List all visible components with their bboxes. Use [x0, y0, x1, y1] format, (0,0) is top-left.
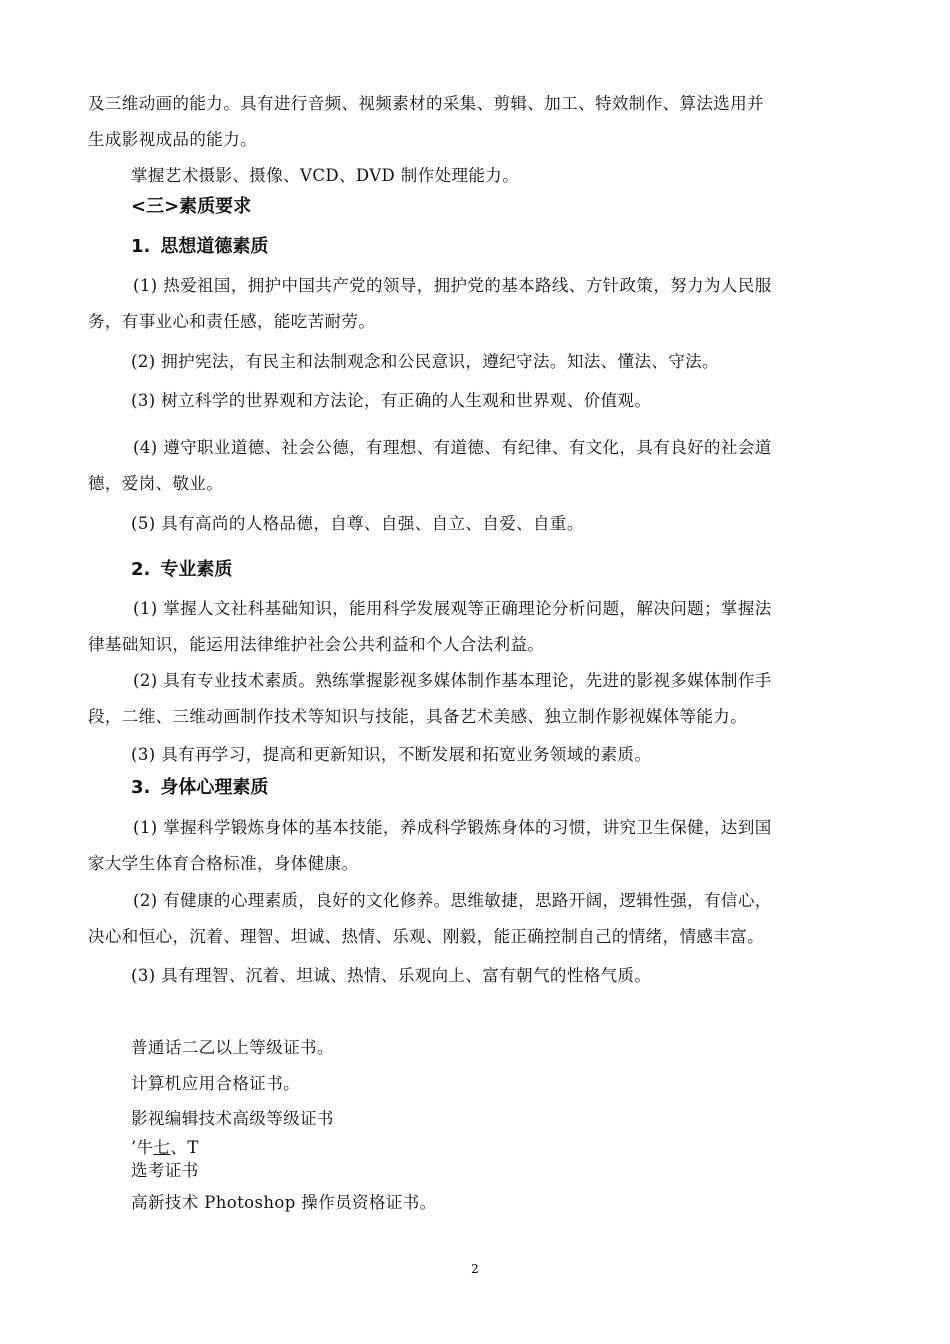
subsection-title: 思想道德素质	[160, 236, 269, 257]
section-heading: <三>素质要求	[131, 196, 252, 217]
list-item-line: (4) 遵守职业道德、社会公德，有理想、有道德、有纪律、有文化，具有良好的社会道	[133, 438, 772, 457]
paragraph-line: 生成影视成品的能力。	[88, 130, 257, 149]
list-item-line: (1) 掌握人文社科基础知识，能用科学发展观等正确理论分析问题，解决问题；掌握法	[133, 599, 772, 618]
list-item-line: (1) 热爱祖国，拥护中国共产党的领导，拥护党的基本路线、方针政策，努力为人民服	[133, 276, 772, 295]
paragraph-line: 及三维动画的能力。具有进行音频、视频素材的采集、剪辑、加工、特效制作、算法选用并	[88, 94, 764, 113]
list-item-line: (2) 具有专业技术素质。熟练掌握影视多媒体制作基本理论，先进的影视多媒体制作手	[133, 671, 772, 690]
subsection-heading	[131, 235, 268, 259]
certificate-line: 影视编辑技术高级等级证书	[131, 1109, 334, 1128]
garbled-text: ’牛	[131, 1138, 154, 1157]
list-item-line: (2) 拥护宪法，有民主和法制观念和公民意识，遵纪守法。知法、懂法、守法。	[131, 352, 719, 371]
list-item-line: 德，爱岗、敬业。	[88, 474, 224, 493]
subsection-heading	[131, 776, 268, 800]
certificate-line: 普通话二乙以上等级证书。	[131, 1038, 334, 1057]
list-item-line: 段，二维、三维动画制作技术等知识与技能，具备艺术美感、独立制作影视媒体等能力。	[88, 707, 748, 726]
list-item-line: (5) 具有高尚的人格品德，自尊、自强、自立、自爱、自重。	[131, 514, 584, 533]
certificate-line: 计算机应用合格证书。	[131, 1074, 300, 1093]
list-item-line: (3) 具有再学习，提高和更新知识，不断发展和拓宽业务领域的素质。	[131, 745, 652, 764]
garbled-text-underlined: 七	[153, 1138, 171, 1157]
list-item-line: (2) 有健康的心理素质，良好的文化修养。思维敏捷，思路开阔，逻辑性强，有信心，	[133, 891, 772, 910]
list-item-line: (1) 掌握科学锻炼身体的基本技能，养成科学锻炼身体的习惯，讲究卫生保健，达到国	[133, 818, 772, 837]
list-item-line: 家大学生体育合格标准，身体健康。	[88, 854, 359, 873]
certificate-line: 高新技术 Photoshop 操作员资格证书。	[131, 1193, 437, 1212]
certificate-line: 选考证书	[131, 1161, 199, 1180]
list-item-line: 律基础知识，能运用法律维护社会公共利益和个人合法利益。	[88, 635, 545, 654]
list-item-line: 决心和恒心，沉着、理智、坦诚、热情、乐观、刚毅，能正确控制自己的情绪，情感丰富。	[88, 927, 764, 946]
list-item-line: (3) 树立科学的世界观和方法论，有正确的人生观和世界观、价值观。	[131, 391, 652, 410]
paragraph-line: 掌握艺术摄影、摄像、VCD、DVD 制作处理能力。	[131, 166, 520, 185]
list-item-line: 务，有事业心和责任感，能吃苦耐劳。	[88, 312, 376, 331]
garbled-line	[131, 1137, 199, 1159]
subsection-title: 专业素质	[160, 559, 233, 580]
page-number: 2	[471, 1262, 479, 1276]
subsection-heading	[131, 558, 232, 582]
garbled-text: 、T	[170, 1138, 199, 1157]
list-item-line: (3) 具有理智、沉着、坦诚、热情、乐观向上、富有朝气的性格气质。	[131, 966, 652, 985]
subsection-number: 1.	[131, 236, 151, 257]
subsection-number: 3.	[131, 777, 151, 798]
subsection-title: 身体心理素质	[160, 777, 269, 798]
subsection-number: 2.	[131, 559, 151, 580]
